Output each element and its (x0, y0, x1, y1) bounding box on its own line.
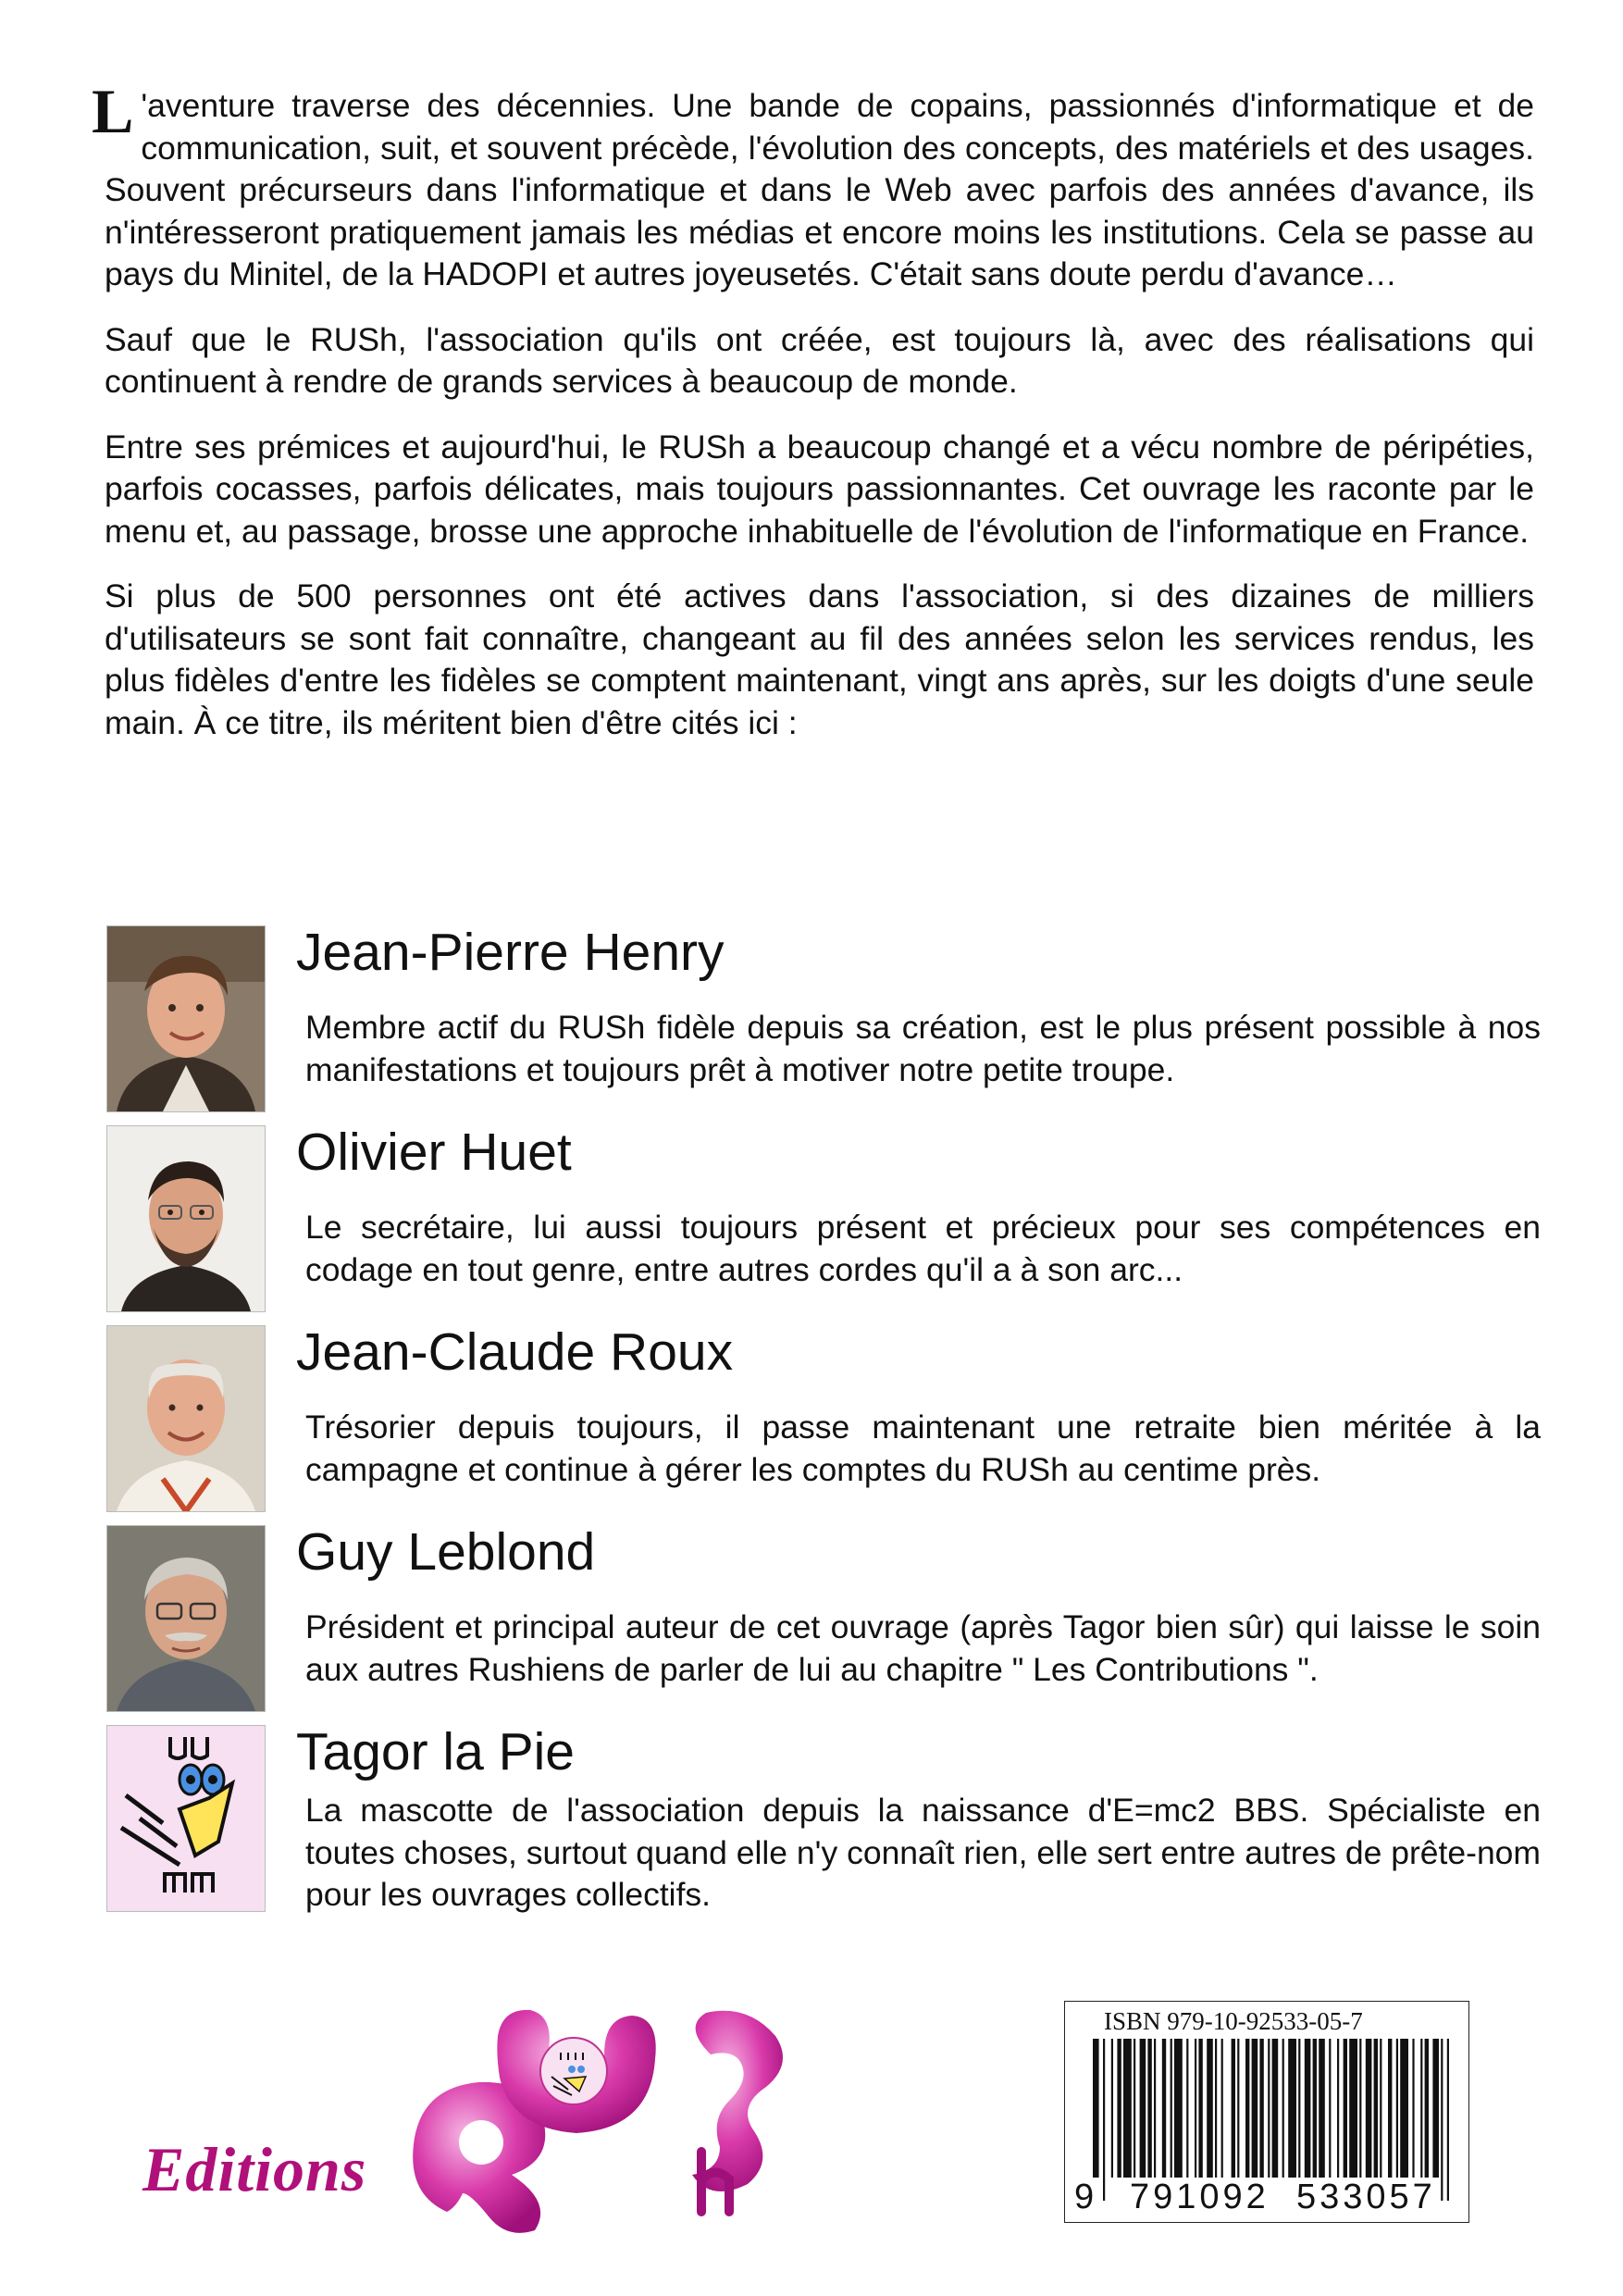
member-name: Guy Leblond (296, 1522, 596, 1582)
publisher-logo (137, 1999, 822, 2240)
barcode-bar (1174, 2039, 1183, 2178)
barcode-bar (1425, 2039, 1429, 2178)
barcode-bar (1171, 2039, 1172, 2178)
intro-text (92, 76, 1534, 767)
publisher-label: Editions (142, 2134, 367, 2204)
member-description: La mascotte de l'association depuis la naissance d'E=mc2 BBS. Spécialiste en toutes choses, surtout quand elle n'y connaît rien, elle sert entre autres de prête-nom pour les ouvrages collectifs. (305, 1792, 1541, 1913)
barcode-bar (1359, 2039, 1361, 2178)
barcode-bar (1198, 2039, 1202, 2178)
isbn-barcode (1064, 2001, 1469, 2223)
barcode-lead-digit: 9 (1071, 2178, 1101, 2217)
member-description: Trésorier depuis toujours, il passe maintenant une retraite bien méritée à la campagne et continue à gérer les comptes du RUSh au centime près. (305, 1409, 1541, 1488)
member-photo (106, 1325, 266, 1512)
barcode-bar (1388, 2039, 1392, 2178)
member-description: Président et principal auteur de cet ouvrage (après Tagor bien sûr) qui laisse le soin aux autres Rushiens de parler de lui au chapitre " Les Contributions ". (305, 1608, 1541, 1688)
member-name: Olivier Huet (296, 1123, 572, 1182)
member-photo (106, 1525, 266, 1712)
member-photo (106, 925, 266, 1112)
barcode-bar (1123, 2039, 1132, 2178)
barcode-bar (1374, 2039, 1378, 2178)
barcode-bar (1420, 2039, 1422, 2178)
barcode-group-1: 791092 (1126, 2178, 1273, 2217)
member-description: Membre actif du RUSh fidèle depuis sa création, est le plus présent possible à nos manifestations et toujours prêt à motiver notre petite troupe. (305, 1009, 1541, 1088)
intro-paragraph-3: Entre ses prémices et aujourd'hui, le RUSh a beaucoup changé et a vécu nombre de péripéties, parfois cocasses, parfois délicates, mais toujours passionnantes. Cet ouvrage les raconte par le menu et, au passage, brosse une approche inhabituelle de l'évolution de l'informatique en France. (105, 428, 1534, 550)
intro-paragraph-4: Si plus de 500 personnes ont été actives dans l'association, si des dizaines de milliers d'utilisateurs se sont fait connaître, changeant au fil des années selon les services rendus, les plus fidèles d'entre les fidèles se comptent maintenant, vingt ans après, sur les doigts d'une seule main. À ce titre, ils méritent bien d'être cités ici : (105, 577, 1534, 741)
barcode-bar (1319, 2039, 1325, 2178)
barcode-bar (1134, 2039, 1135, 2178)
barcode-bar (1232, 2039, 1235, 2178)
barcode-bar (1344, 2039, 1347, 2178)
barcode-bar (1432, 2039, 1439, 2178)
barcode-group-2: 533057 (1293, 2178, 1440, 2217)
barcode-bar (1207, 2039, 1213, 2201)
barcode-bar (1186, 2039, 1188, 2178)
member-jean-pierre-henry (106, 925, 1550, 1115)
barcode-bar (1447, 2039, 1449, 2201)
member-name: Jean-Pierre Henry (296, 923, 725, 982)
barcode-bar (1245, 2039, 1249, 2178)
barcode-bar (1259, 2039, 1263, 2178)
barcode-bar (1252, 2039, 1258, 2178)
barcode-bar (1154, 2039, 1156, 2178)
barcode-bar (1380, 2039, 1381, 2178)
member-name: Tagor la Pie (296, 1722, 576, 1781)
intro-paragraph-1: L 'aventure traverse des décennies. Une bande de copains, passionnés d'informatique et de communication, suit, et souvent précède, l'évolution des concepts, des matériels et des usages. Souvent précurseurs dans l'informatique et dans le Web avec parfois des années d'avance, ils n'intéresseront pratiquement jamais les médias et encore moins les institutions. Cela se passe au pays du Minitel, de la HADOPI et autres joyeusetés. C'était sans doute perdu d'avance… (92, 76, 1534, 292)
isbn-number: ISBN 979-10-92533-05-7 (1104, 2007, 1363, 2035)
barcode-bar (1221, 2039, 1223, 2178)
barcode-bar (1400, 2039, 1408, 2178)
barcode-bar (1329, 2039, 1331, 2178)
barcode-bar (1215, 2039, 1217, 2178)
member-description: Le secrétaire, lui aussi toujours présent et précieux pour ses compétences en codage en tout genre, entre autres cordes qu'il a à son arc... (305, 1209, 1541, 1288)
barcode-bar (1305, 2039, 1311, 2178)
barcode-bar (1288, 2039, 1296, 2178)
member-tagor-la-pie (106, 1722, 1550, 1915)
barcode-bar (1093, 2039, 1099, 2201)
barcode-bar (1282, 2039, 1284, 2178)
barcode-bar (1162, 2039, 1166, 2178)
barcode-bar (1272, 2039, 1279, 2178)
drop-cap: L (92, 76, 134, 146)
barcode-bar (1441, 2039, 1443, 2201)
intro-paragraph-2: Sauf que le RUSh, l'association qu'ils ont créée, est toujours là, avec des réalisations qui continuent à rendre de grands services à beaucoup de monde. (105, 320, 1534, 400)
tagor-mascot-icon (106, 1725, 266, 1912)
member-photo (106, 1125, 266, 1312)
member-name: Jean-Claude Roux (296, 1322, 734, 1382)
barcode-bar (1366, 2039, 1372, 2178)
barcode-bar (1117, 2039, 1121, 2178)
barcode-bar (1111, 2039, 1113, 2178)
barcode-bar (1412, 2039, 1414, 2178)
member-guy-leblond (106, 1522, 1550, 1715)
barcode-bar (1396, 2039, 1398, 2178)
barcode-bar (1337, 2039, 1339, 2178)
barcode-bar (1195, 2039, 1196, 2178)
member-olivier-huet (106, 1125, 1550, 1315)
barcode-bar (1298, 2039, 1300, 2178)
barcode-bar (1147, 2039, 1151, 2178)
member-jean-claude-roux (106, 1322, 1550, 1515)
barcode-bar (1268, 2039, 1270, 2178)
barcode-bar (1140, 2039, 1146, 2178)
barcode-bar (1313, 2039, 1317, 2178)
barcode-bar (1103, 2039, 1105, 2201)
barcode-bar (1349, 2039, 1357, 2178)
barcode-bar (1237, 2039, 1239, 2178)
